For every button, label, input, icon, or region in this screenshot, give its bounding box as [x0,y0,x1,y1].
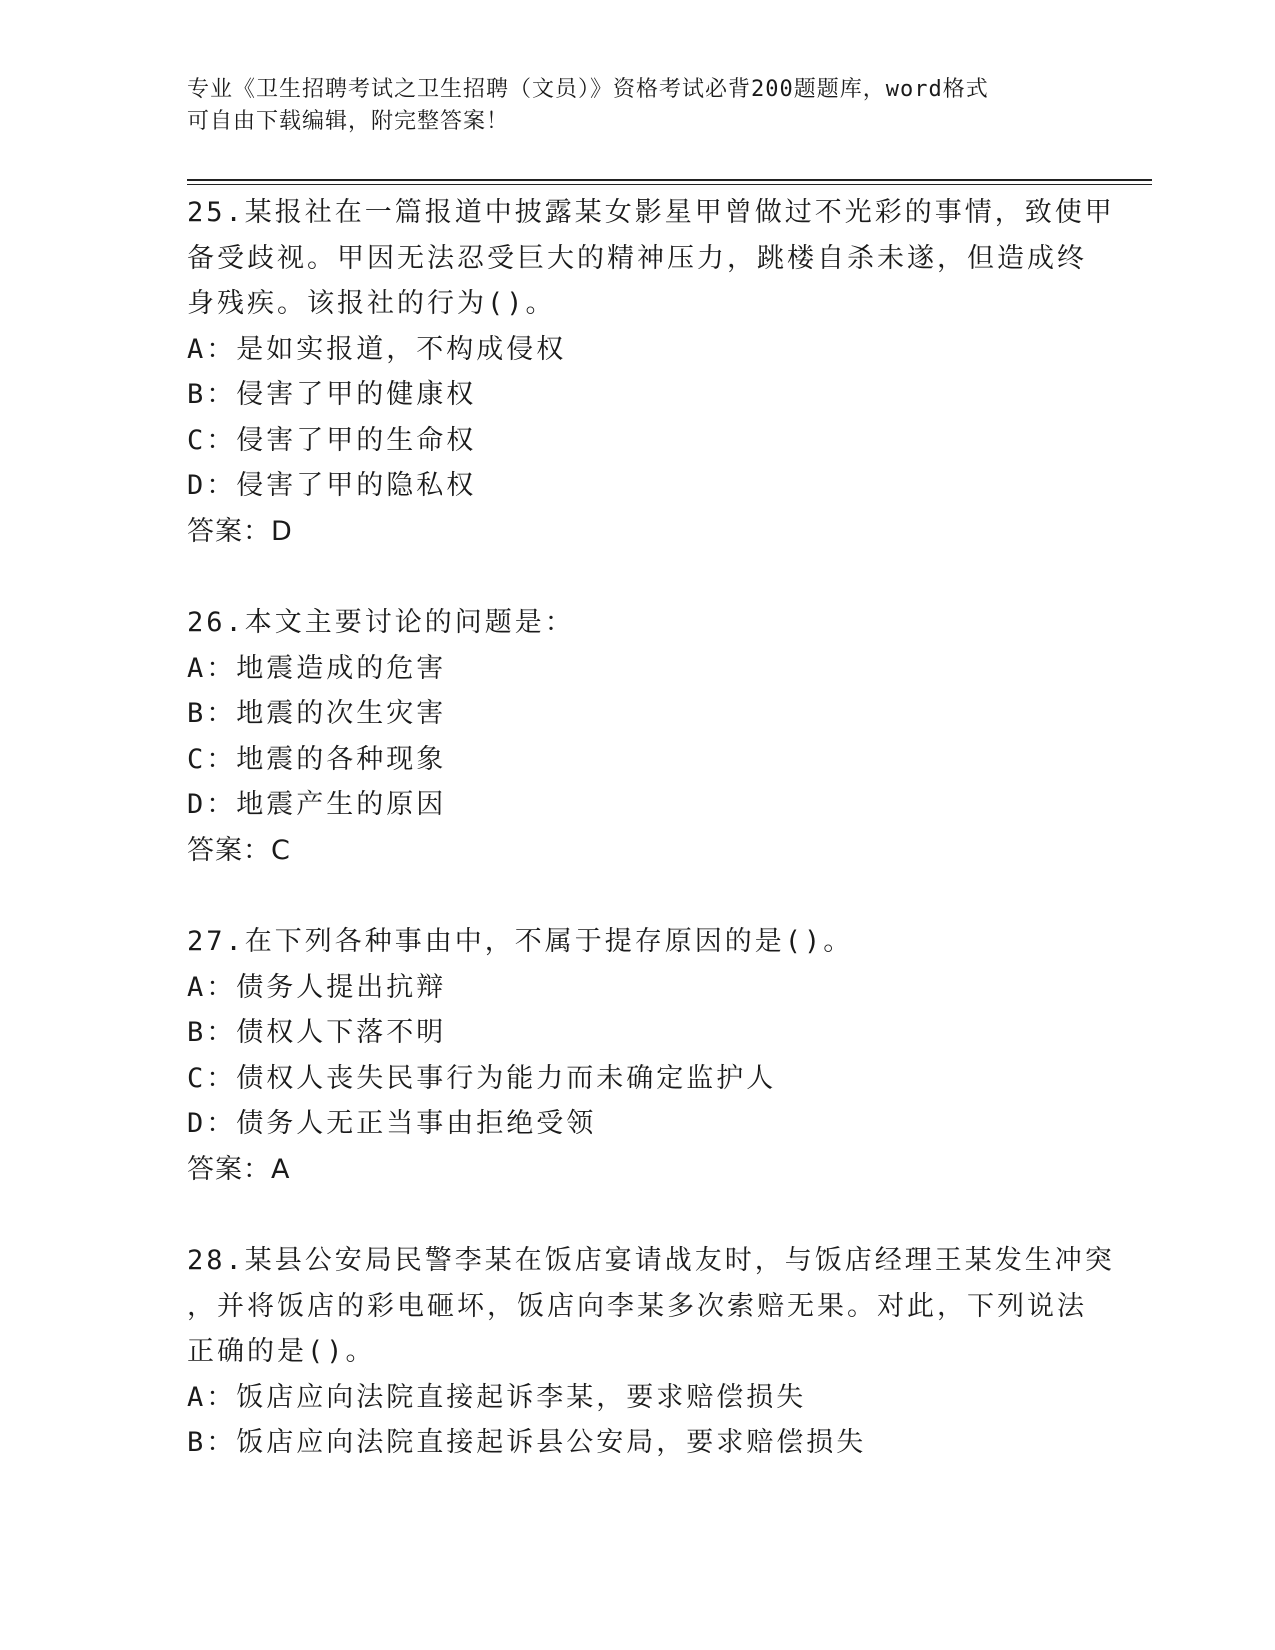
document-header [187,74,1087,138]
question-stem-line: ，并将饭店的彩电砸坏，饭店向李某多次索赔无果。对此，下列说法 [187,1290,1087,1322]
answer-label: 答案：A [187,1153,291,1185]
option-c: C：侵害了甲的生命权 [187,424,477,456]
option-d: D：地震产生的原因 [187,789,447,820]
question-stem-line: 身残疾。该报社的行为()。 [187,288,556,319]
header-divider-thin [187,184,1152,185]
option-d: D：债务人无正当事由拒绝受领 [187,1108,597,1139]
answer-label: 答案：C [187,834,291,866]
question-stem-line: 25.某报社在一篇报道中披露某女影星甲曾做过不光彩的事情，致使甲 [187,197,1115,228]
option-a: A：债务人提出抗辩 [187,971,447,1003]
header-divider-thick [187,179,1152,181]
question-stem-line: 备受歧视。甲因无法忍受巨大的精神压力，跳楼自杀未遂，但造成终 [187,242,1087,274]
option-b: B：饭店应向法院直接起诉县公安局，要求赔偿损失 [187,1427,867,1458]
option-c: C：债权人丧失民事行为能力而未确定监护人 [187,1062,777,1094]
answer-label: 答案：D [187,515,293,547]
option-d: D：侵害了甲的隐私权 [187,470,477,501]
question-26 [187,600,1087,873]
question-28 [187,1238,1115,1466]
question-stem-line: 正确的是()。 [187,1336,376,1367]
header-line-1: 专业《卫生招聘考试之卫生招聘（文员）》资格考试必背200题题库，word格式 [187,77,989,102]
option-a: A：地震造成的危害 [187,652,447,684]
question-stem-line: 28.某县公安局民警李某在饭店宴请战友时，与饭店经理王某发生冲突 [187,1245,1115,1276]
option-b: B：地震的次生灾害 [187,698,447,729]
question-list [187,190,1115,1512]
question-27 [187,919,1087,1192]
question-stem-line: 26.本文主要讨论的问题是： [187,607,575,638]
header-line-2: 可自由下载编辑，附完整答案！ [187,109,510,134]
option-c: C：地震的各种现象 [187,743,447,775]
option-b: B：债权人下落不明 [187,1017,447,1048]
question-25 [187,190,1115,554]
question-stem-line: 27.在下列各种事由中，不属于提存原因的是()。 [187,926,854,957]
option-a: A：是如实报道，不构成侵权 [187,333,567,365]
option-b: B：侵害了甲的健康权 [187,379,477,410]
option-a: A：饭店应向法院直接起诉李某，要求赔偿损失 [187,1381,807,1413]
